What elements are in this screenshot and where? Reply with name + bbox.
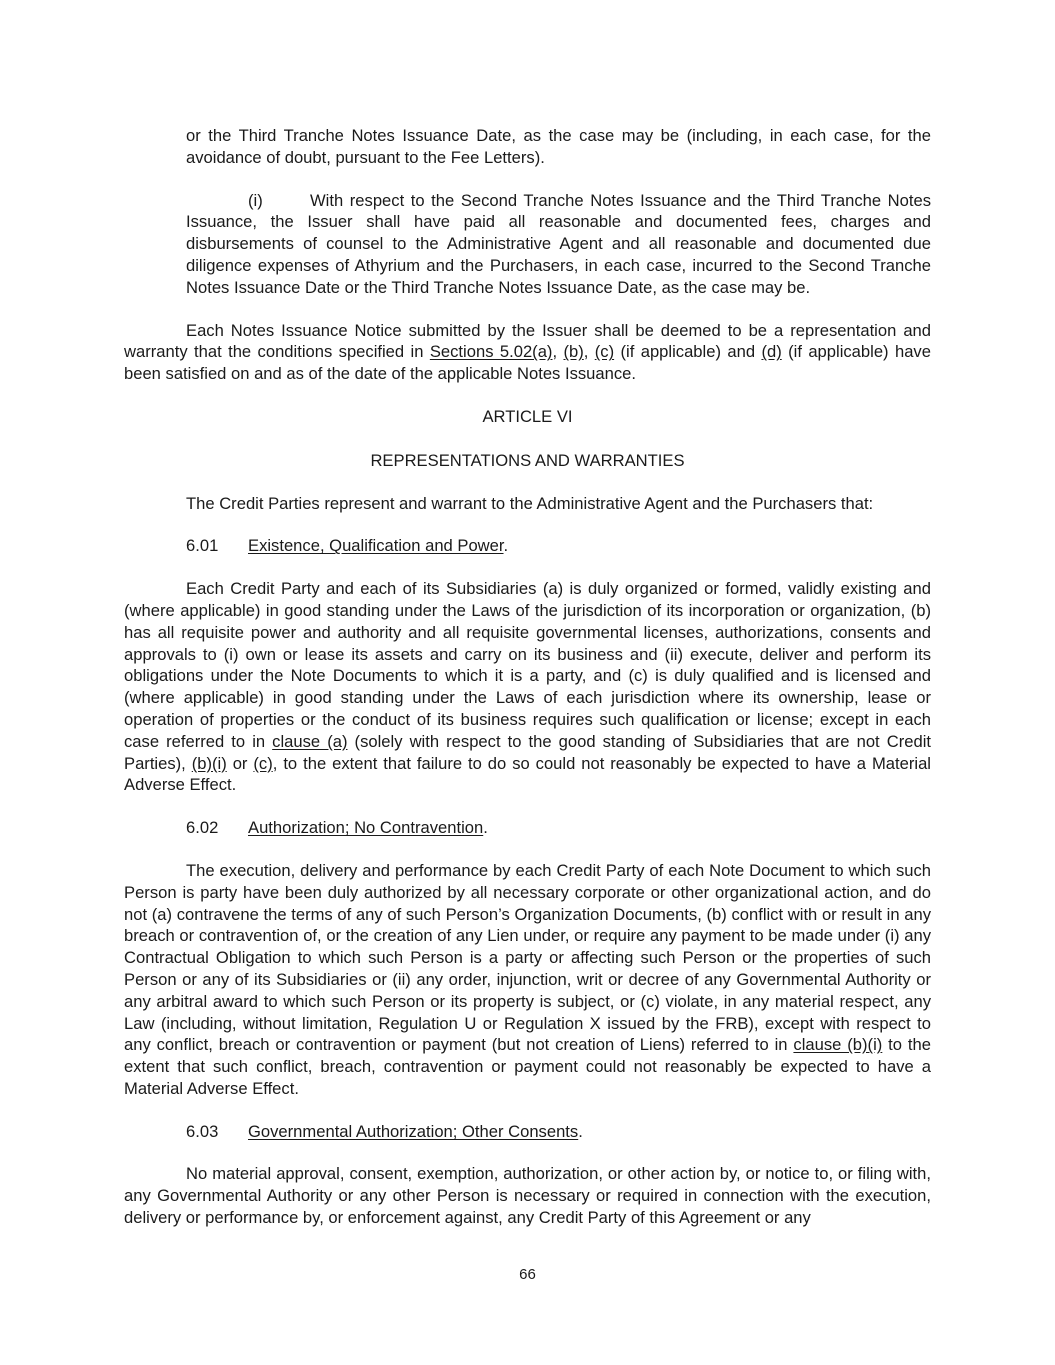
page-number: 66 (519, 1266, 536, 1283)
section-body-6-02 (124, 860, 931, 1100)
text-run: (solely with respect to the good standing of Subsidiaries that are not Credit Parties), (124, 731, 931, 773)
text-run: Each Credit Party and each of its Subsidiaries (a) is duly organized or formed, validly existing and (where applicable) in good standing under the Laws of the jurisdiction of its incorporation or organization, (b) has all requisite power and authority and all requisite governmental licenses, authorizations, consents and approvals to (i) own or lease its assets and carry on its business and (ii) execute, deliver and perform its obligations under the Note Documents to which it is a party, and (c) is duly qualified and is licensed and (where applicable) in good standing under the Laws of each jurisdiction where its ownership, lease or operation of properties or the conduct of its business requires such qualification or license; except in each case referred to in (124, 579, 931, 751)
cross-reference: (c) (594, 342, 615, 362)
section-title: Existence, Qualification and Power (248, 536, 504, 556)
text-run: (if applicable) have been satisfied on and as of the date of the applicable Notes Issuance. (124, 342, 931, 384)
section-heading-6-01 (124, 535, 931, 557)
text-run: . (503, 536, 509, 556)
cross-reference: (b)(i) (191, 753, 227, 773)
text-run: No material approval, consent, exemption, authorization, or other action by, or notice to, or filing with, any Governmental Authority or any other Person is necessary or required in connection with the execution, delivery or performance by, or enforcement against, any Credit Party of this Agreement or any (124, 1164, 931, 1228)
article-title: ARTICLE VI (482, 406, 573, 426)
section-number: 6.03 (186, 1121, 219, 1141)
section-title: Authorization; No Contravention (248, 818, 484, 838)
section-body-6-01 (124, 578, 931, 796)
cross-reference: Sections 5.02(a) (429, 342, 553, 362)
text-run: , (583, 342, 595, 362)
text-run: Each Notes Issuance Notice submitted by the Issuer shall be deemed to be a representation and warranty that the conditions specified in (124, 320, 931, 362)
text-run: . (483, 818, 488, 838)
text-run: , to the extent that failure to do so could not reasonably be expected to have a Material Adverse Effect. (124, 753, 931, 795)
condition-item-i (186, 190, 931, 299)
text-run: . (578, 1121, 583, 1141)
text-run: The execution, delivery and performance by each Credit Party of each Note Document to which such Person is party have been duly authorized by all necessary corporate or other organizational action, and do not (a) contravene the terms of any of such Person’s Organization Documents, (b) conflict with or result in any breach or contravention of, or the creation of any Lien under, or require any payment to be made under (i) any Contractual Obligation to which such Person is a party or affecting such Person or the properties of such Person or any of its Subsidiaries or (ii) any order, injunction, writ or decree of any Governmental Authority or any arbitral award to which such Person or its property is subject, or (c) violate, in any material respect, any Law (including, without limitation, Regulation U or Regulation X issued by the FRB), except with respect to any conflict, breach or contravention or payment (but not creation of Liens) referred to in (124, 860, 931, 1055)
section-number: 6.02 (186, 818, 219, 838)
document-page (124, 125, 931, 1229)
article-subtitle: REPRESENTATIONS AND WARRANTIES (370, 450, 685, 470)
cross-reference: clause (a) (272, 731, 348, 751)
text-run: or (226, 753, 254, 773)
continuation-paragraph: or the Third Tranche Notes Issuance Date, as the case may be (including, in each case, for the avoidance of doubt, pursuant to the Fee Letters). (186, 126, 931, 167)
section-body-6-03 (124, 1163, 931, 1228)
text-run: to the extent that such conflict, breach, contravention or payment could not reasonably be expected to have a Material Adverse Effect. (124, 1035, 931, 1098)
section-heading-6-02 (124, 817, 931, 839)
section-number: 6.01 (186, 536, 219, 556)
section-heading-6-03 (124, 1121, 931, 1143)
text-run: , (552, 342, 564, 362)
section-title: Governmental Authorization; Other Consents (248, 1121, 579, 1141)
intro-paragraph: The Credit Parties represent and warrant to the Administrative Agent and the Purchasers that: (186, 493, 874, 513)
cross-reference: (b) (563, 342, 584, 362)
cross-reference: clause (b)(i) (793, 1035, 883, 1055)
item-text: With respect to the Second Tranche Notes Issuance and the Third Tranche Notes Issuance, the Issuer shall have paid all reasonable and documented fees, charges and disbursements of counsel to the Administrative Agent and all reasonable and documented due diligence expenses of Athyrium and the Purchasers, in each case, incurred to the Second Tranche Notes Issuance Date or the Third Tranche Notes Issuance Date, as the case may be. (186, 190, 931, 297)
cross-reference: (c) (253, 753, 273, 773)
cross-reference: (d) (761, 342, 782, 362)
notice-paragraph (124, 320, 931, 385)
text-run: (if applicable) and (614, 342, 762, 362)
item-marker: (i) (248, 190, 263, 210)
